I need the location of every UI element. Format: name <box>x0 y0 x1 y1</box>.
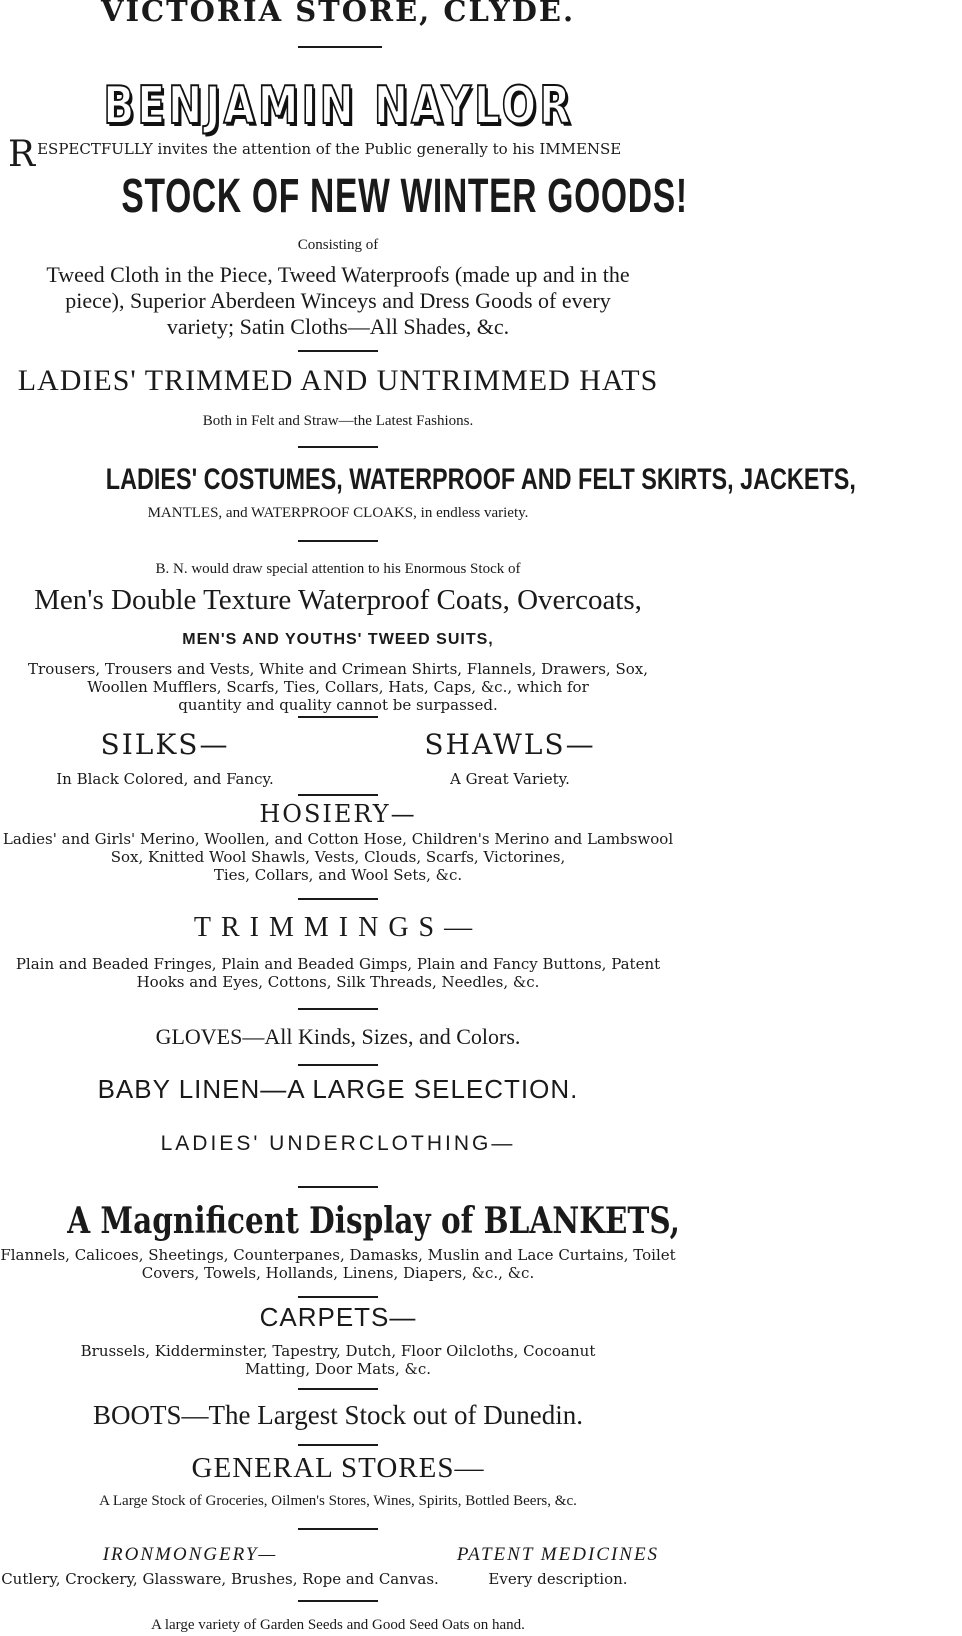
divider <box>298 1444 378 1446</box>
hats-detail: Both in Felt and Straw—the Latest Fashions. <box>202 413 474 429</box>
blankets-line: Covers, Towels, Hollands, Linens, Diapers, &c., &c. <box>141 1264 535 1282</box>
carpets-line: Brussels, Kidderminster, Tapestry, Dutch, Floor Oilcloths, Cocoanut <box>80 1342 596 1360</box>
divider <box>298 1296 378 1298</box>
divider <box>298 1600 378 1602</box>
trimmings-line: Plain and Beaded Fringes, Plain and Beaded Gimps, Plain and Fancy Buttons, Patent <box>15 955 661 973</box>
intro-body: ESPECTFULLY invites the attention of the Public generally to his IMMENSE <box>37 140 622 158</box>
gloves-heading: GLOVES—All Kinds, Sizes, and Colors. <box>155 1024 521 1049</box>
mens-line: quantity and quality cannot be surpassed. <box>178 696 498 714</box>
patent-detail: Every description. <box>488 1570 628 1588</box>
blankets-line: Flannels, Calicoes, Sheetings, Counterpanes, Damasks, Muslin and Lace Curtains, Toilet <box>0 1246 676 1264</box>
divider <box>298 898 378 900</box>
divider <box>298 794 378 796</box>
divider <box>298 1528 378 1530</box>
tweed-line: variety; Satin Cloths—All Shades, &c. <box>166 314 510 339</box>
consisting-text: Consisting of <box>297 237 379 253</box>
divider <box>298 1388 378 1390</box>
mens-line: Woollen Mufflers, Scarfs, Ties, Collars, Hats, Caps, &c., which for <box>87 678 589 696</box>
hosiery-line: Sox, Knitted Wool Shawls, Vests, Clouds, Scarfs, Victorines, <box>110 848 566 866</box>
mens-list <box>0 660 676 714</box>
divider <box>298 716 378 718</box>
trimmings-line: Hooks and Eyes, Cottons, Silk Threads, Needles, &c. <box>136 973 540 991</box>
garden-seeds-text: A large variety of Garden Seeds and Good Seed Oats on hand. <box>151 1617 525 1633</box>
baby-linen-heading: BABY LINEN—A LARGE SELECTION. <box>97 1074 579 1104</box>
silks-heading: SILKS— <box>100 728 230 761</box>
hosiery-list <box>0 830 676 884</box>
divider <box>298 1186 378 1188</box>
silks-detail: In Black Colored, and Fancy. <box>56 770 274 788</box>
mens-subheading: MEN'S AND YOUTHS' TWEED SUITS, <box>182 631 494 648</box>
carpets-list <box>0 1342 676 1378</box>
mens-heading: Men's Double Texture Waterproof Coats, Overcoats, <box>34 584 642 616</box>
general-detail: A Large Stock of Groceries, Oilmen's Stores, Wines, Spirits, Bottled Beers, &c. <box>99 1493 577 1509</box>
tweed-line: Tweed Cloth in the Piece, Tweed Waterproofs (made up and in the <box>46 262 630 287</box>
carpets-line: Matting, Door Mats, &c. <box>244 1360 432 1378</box>
mens-intro: B. N. would draw special attention to his Enormous Stock of <box>155 561 521 577</box>
boots-heading: BOOTS—The Largest Stock out of Dunedin. <box>93 1400 583 1430</box>
divider <box>298 1008 378 1010</box>
tweed-line: piece), Superior Aberdeen Winceys and Dress Goods of every <box>65 288 611 313</box>
divider <box>298 446 378 448</box>
general-heading: GENERAL STORES— <box>191 1452 485 1484</box>
hosiery-line: Ladies' and Girls' Merino, Woollen, and Cotton Hose, Children's Merino and Lambswool <box>2 830 674 848</box>
trimmings-heading: TRIMMINGS— <box>193 912 483 943</box>
shawls-detail: A Great Variety. <box>450 770 570 788</box>
divider <box>298 1064 378 1066</box>
hosiery-line: Ties, Collars, and Wool Sets, &c. <box>213 866 463 884</box>
divider <box>298 46 382 48</box>
hats-heading: LADIES' TRIMMED AND UNTRIMMED HATS <box>17 364 659 397</box>
costumes-heading: LADIES' COSTUMES, WATERPROOF AND FELT SKIRTS, JACKETS, <box>105 463 856 496</box>
trimmings-list <box>0 955 676 991</box>
divider <box>298 350 378 352</box>
proprietor-name: BENJAMIN NAYLOR <box>102 76 574 136</box>
divider <box>298 540 378 542</box>
shawls-heading: SHAWLS— <box>424 728 596 761</box>
intro-text <box>8 134 668 175</box>
blankets-heading: A Magnificent Display of BLANKETS, <box>67 1200 680 1242</box>
underclothing-heading: LADIES' UNDERCLOTHING— <box>160 1132 516 1155</box>
ironmongery-detail: Cutlery, Crockery, Glassware, Brushes, Rope and Canvas. <box>1 1570 439 1588</box>
costumes-detail: MANTLES, and WATERPROOF CLOAKS, in endless variety. <box>147 505 529 521</box>
mens-line: Trousers, Trousers and Vests, White and Crimean Shirts, Flannels, Drawers, Sox, <box>28 660 648 678</box>
ironmongery-heading: IRONMONGERY— <box>102 1544 278 1565</box>
hosiery-heading: HOSIERY— <box>259 800 417 828</box>
drop-cap: R <box>8 134 36 175</box>
carpets-heading: CARPETS— <box>259 1302 417 1332</box>
store-title: VICTORIA STORE, CLYDE. <box>100 0 576 28</box>
stock-heading: STOCK OF NEW WINTER GOODS! <box>121 170 688 223</box>
tweed-paragraph <box>0 262 676 340</box>
blankets-list <box>0 1246 676 1282</box>
patent-heading: PATENT MEDICINES <box>456 1544 660 1565</box>
